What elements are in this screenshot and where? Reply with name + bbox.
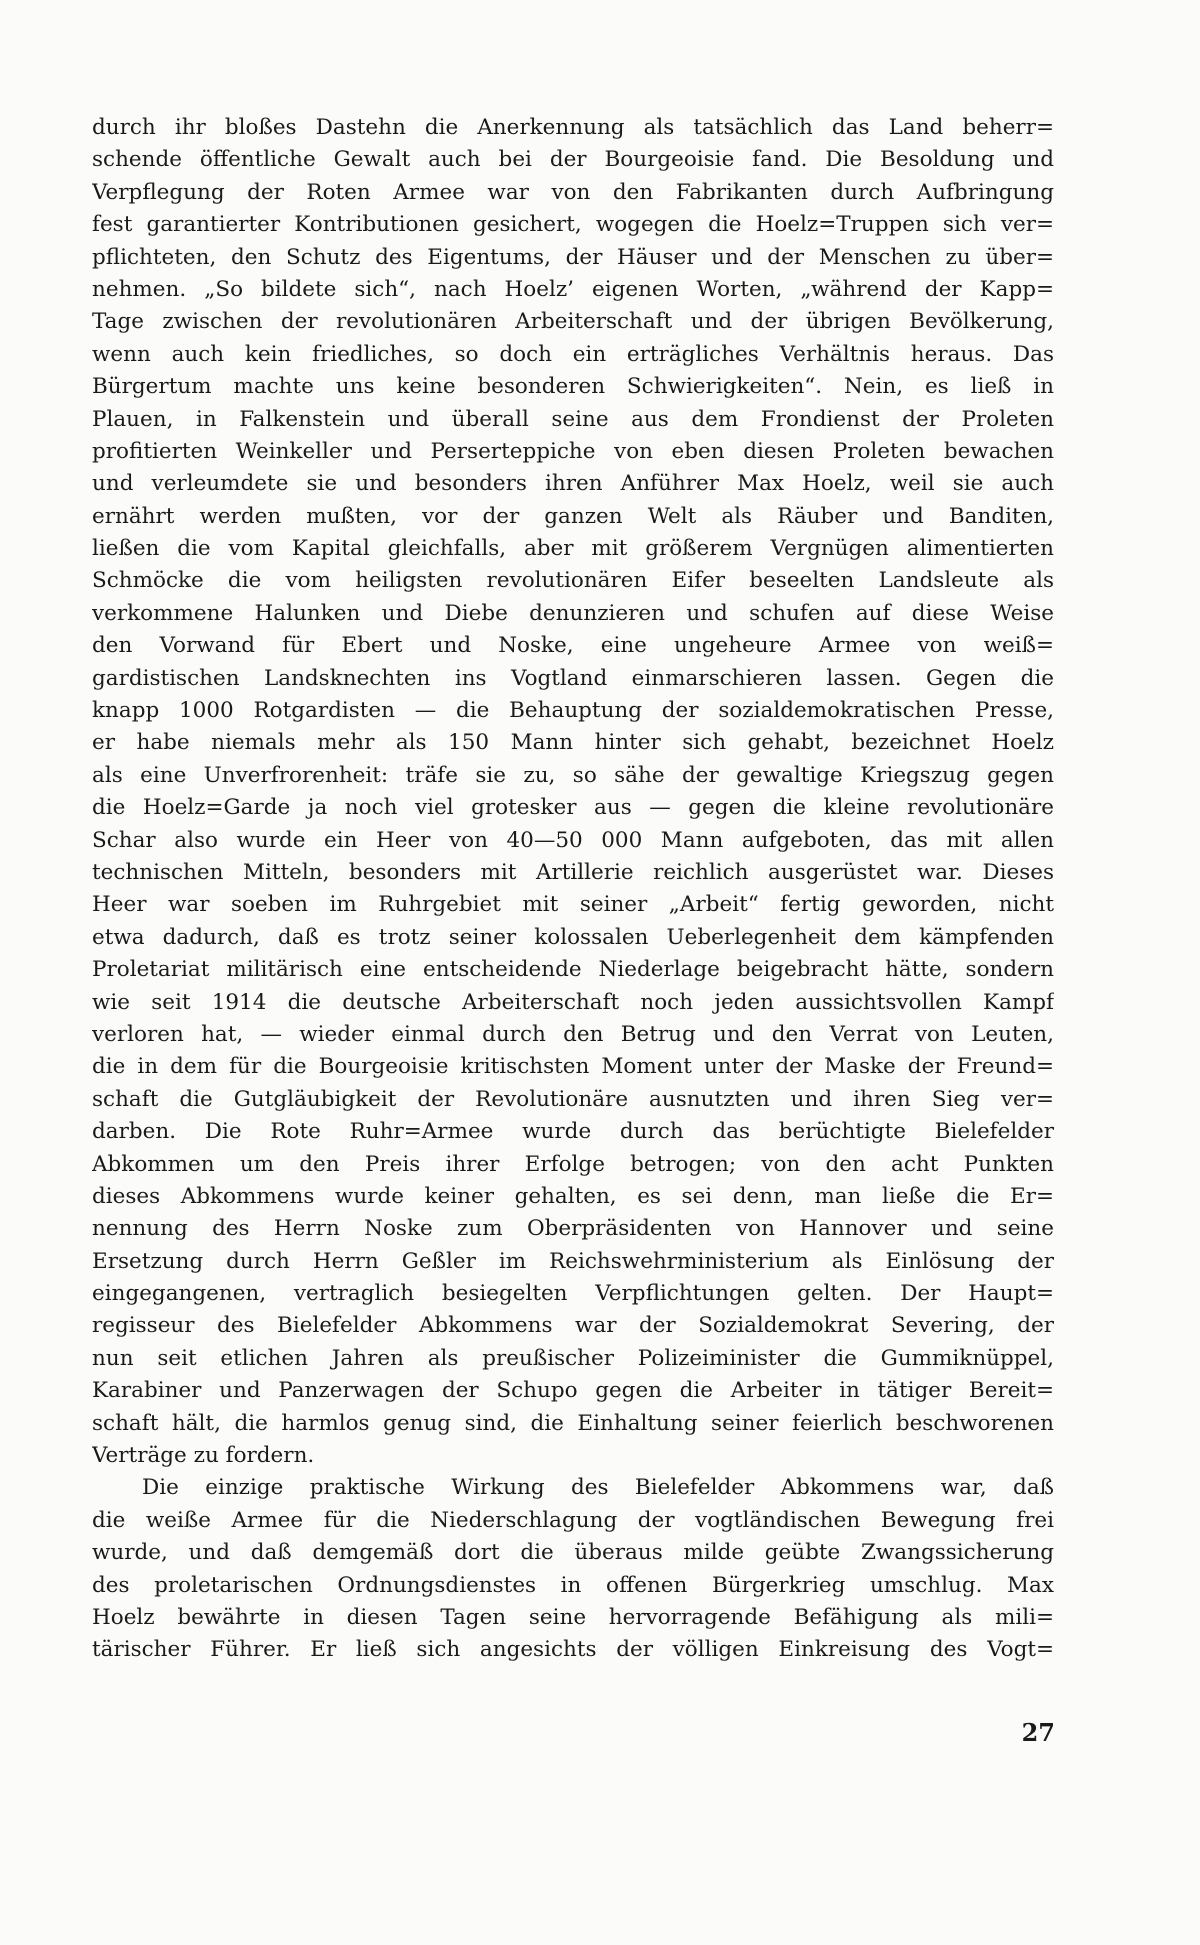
text-line: als eine Unverfrorenheit: träfe sie zu, so sähe der gewaltige Kriegszug gegen (92, 762, 1054, 788)
page-number: 27 (1021, 1718, 1055, 1747)
text-line: Schar also wurde ein Heer von 40—50 000 Mann aufgeboten, das mit allen (92, 827, 1054, 853)
paragraph (92, 112, 1054, 1472)
text-line: die in dem für die Bourgeoisie kritischsten Moment unter der Maske der Freund= (92, 1054, 1054, 1080)
text-line: Schmöcke die vom heiligsten revolutionären Eifer beseelten Landsleute als (92, 568, 1054, 594)
text-line: regisseur des Bielefelder Abkommens war der Sozialdemokrat Severing, der (92, 1313, 1054, 1339)
text-line: und verleumdete sie und besonders ihren Anführer Max Hoelz, weil sie auch (92, 471, 1054, 497)
text-line: nun seit etlichen Jahren als preußischer Polizeiminister die Gummiknüppel, (92, 1345, 1054, 1371)
text-line: Plauen, in Falkenstein und überall seine aus dem Frondienst der Proleten (92, 406, 1054, 432)
text-line: Abkommen um den Preis ihrer Erfolge betrogen; von den acht Punkten (92, 1151, 1054, 1177)
text-line: Hoelz bewährte in diesen Tagen seine hervorragende Befähigung als mili= (92, 1604, 1054, 1630)
text-line: die weiße Armee für die Niederschlagung der vogtländischen Bewegung frei (92, 1507, 1054, 1533)
text-line: wurde, und daß demgemäß dort die überaus milde geübte Zwangssicherung (92, 1540, 1054, 1566)
text-line: wie seit 1914 die deutsche Arbeiterschaft noch jeden aussichtsvollen Kampf (92, 989, 1054, 1015)
text-line: Die einzige praktische Wirkung des Bielefelder Abkommens war, daß (142, 1475, 1054, 1501)
paragraph (92, 1472, 1054, 1666)
text-line: Proletariat militärisch eine entscheidende Niederlage beigebracht hätte, sondern (92, 957, 1054, 983)
text-line: verkommene Halunken und Diebe denunzieren und schufen auf diese Weise (92, 600, 1054, 626)
text-line: Verträge zu fordern. (92, 1443, 315, 1469)
text-line: darben. Die Rote Ruhr=Armee wurde durch das berüchtigte Bielefelder (92, 1119, 1054, 1145)
text-line: profitierten Weinkeller und Perserteppiche von eben diesen Proleten bewachen (92, 438, 1054, 464)
text-line: fest garantierter Kontributionen gesichert, wogegen die Hoelz=Truppen sich ver= (92, 212, 1054, 238)
text-line: eingegangenen, vertraglich besiegelten Verpflichtungen gelten. Der Haupt= (92, 1281, 1054, 1307)
text-line: nennung des Herrn Noske zum Oberpräsidenten von Hannover und seine (92, 1216, 1054, 1242)
text-line: Karabiner und Panzerwagen der Schupo gegen die Arbeiter in tätiger Bereit= (92, 1378, 1054, 1404)
text-line: pflichteten, den Schutz des Eigentums, der Häuser und der Menschen zu über= (92, 244, 1054, 270)
text-line: dieses Abkommens wurde keiner gehalten, es sei denn, man ließe die Er= (92, 1183, 1054, 1209)
text-line: ließen die vom Kapital gleichfalls, aber mit größerem Vergnügen alimentierten (92, 536, 1054, 562)
text-line: etwa dadurch, daß es trotz seiner kolossalen Ueberlegenheit dem kämpfenden (92, 924, 1054, 950)
text-line: schende öffentliche Gewalt auch bei der Bourgeoisie fand. Die Besoldung und (92, 147, 1054, 173)
text-line: wenn auch kein friedliches, so doch ein erträgliches Verhältnis heraus. Das (92, 341, 1054, 367)
text-line: knapp 1000 Rotgardisten — die Behauptung der sozialdemokratischen Presse, (92, 698, 1054, 724)
text-line: die Hoelz=Garde ja noch viel grotesker aus — gegen die kleine revolutionäre (92, 795, 1054, 821)
text-line: Tage zwischen der revolutionären Arbeiterschaft und der übrigen Bevölkerung, (92, 309, 1054, 335)
text-line: des proletarischen Ordnungsdienstes in offenen Bürgerkrieg umschlug. Max (92, 1572, 1054, 1598)
text-line: Heer war soeben im Ruhrgebiet mit seiner „Arbeit“ fertig geworden, nicht (92, 892, 1054, 918)
text-line: schaft hält, die harmlos genug sind, die Einhaltung seiner feierlich beschworenen (92, 1410, 1054, 1436)
text-line: tärischer Führer. Er ließ sich angesichts der völligen Einkreisung des Vogt= (92, 1637, 1054, 1663)
text-line: Verpflegung der Roten Armee war von den Fabrikanten durch Aufbringung (92, 179, 1054, 205)
text-line: er habe niemals mehr als 150 Mann hinter sich gehabt, bezeichnet Hoelz (92, 730, 1054, 756)
text-line: Ersetzung durch Herrn Geßler im Reichswehrministerium als Einlösung der (92, 1248, 1054, 1274)
text-line: Bürgertum machte uns keine besonderen Schwierigkeiten“. Nein, es ließ in (92, 374, 1054, 400)
text-line: ernährt werden mußten, vor der ganzen Welt als Räuber und Banditen, (92, 503, 1054, 529)
text-line: schaft die Gutgläubigkeit der Revolutionäre ausnutzten und ihren Sieg ver= (92, 1086, 1054, 1112)
text-line: durch ihr bloßes Dastehn die Anerkennung als tatsächlich das Land beherr= (92, 115, 1054, 140)
text-line: verloren hat, — wieder einmal durch den Betrug und den Verrat von Leuten, (92, 1021, 1054, 1047)
text-line: den Vorwand für Ebert und Noske, eine ungeheure Armee von weiß= (92, 633, 1054, 659)
body-text (92, 112, 1054, 1667)
text-line: gardistischen Landsknechten ins Vogtland einmarschieren lassen. Gegen die (92, 665, 1054, 691)
text-line: technischen Mitteln, besonders mit Artillerie reichlich ausgerüstet war. Dieses (92, 859, 1054, 885)
text-line: nehmen. „So bildete sich“, nach Hoelz’ eigenen Worten, „während der Kapp= (92, 276, 1054, 302)
